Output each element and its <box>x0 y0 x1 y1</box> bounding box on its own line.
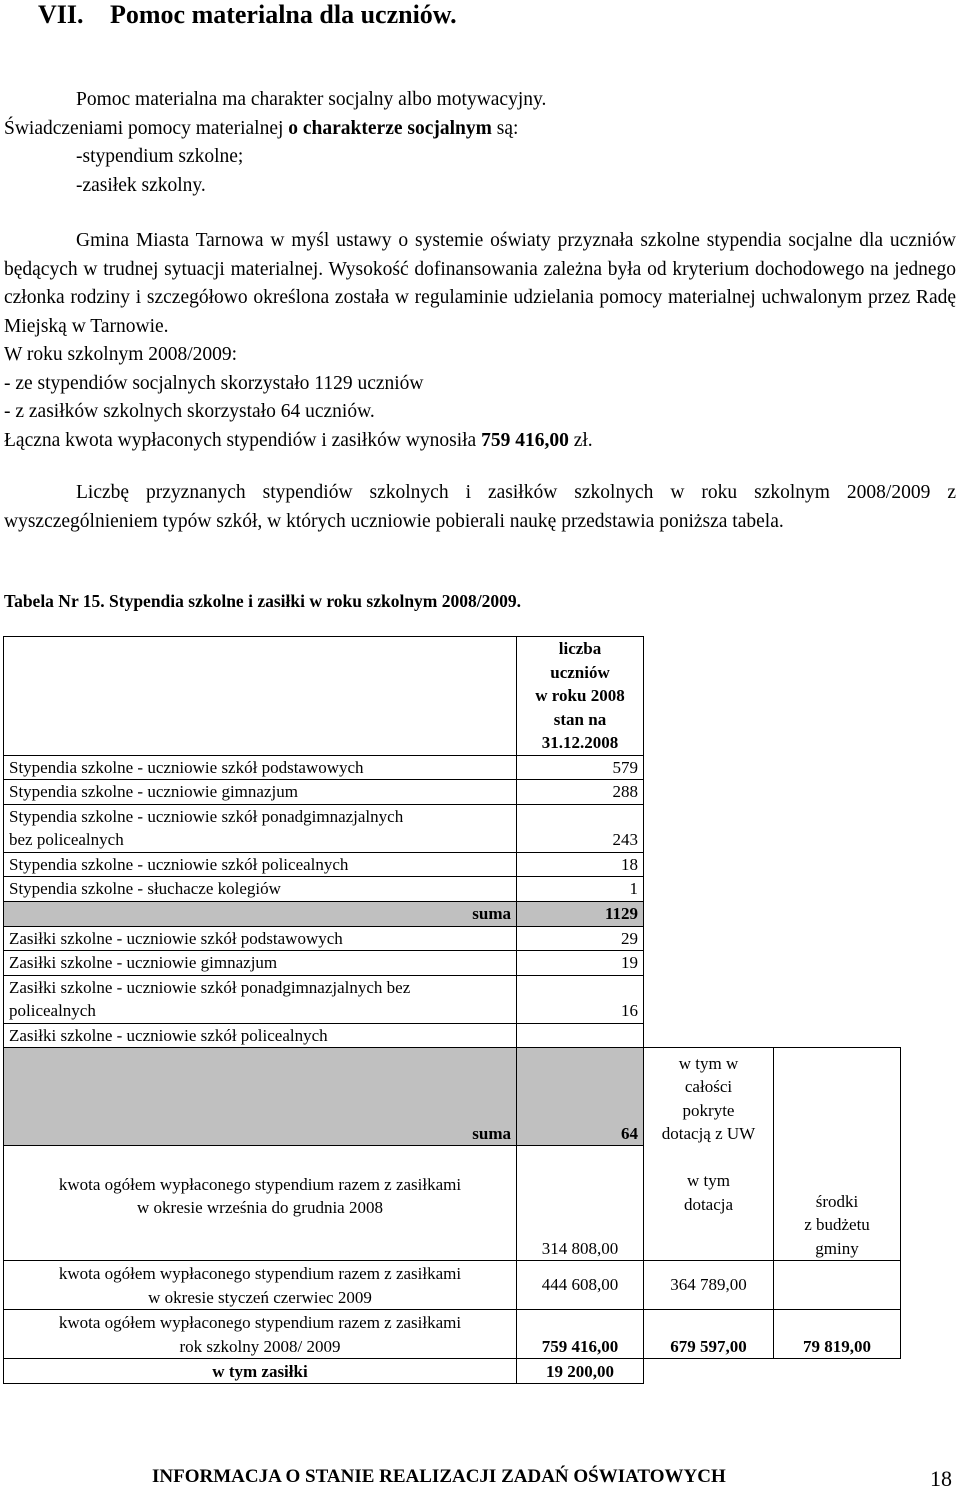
table-caption: Tabela Nr 15. Stypendia szkolne i zasiłki w roku szkolnym 2008/2009. <box>4 591 521 611</box>
table-row: Stypendia szkolne - uczniowie szkół ponadgimnazjalnych bez policealnych 243 <box>4 804 901 852</box>
total-amount-line: Łączna kwota wypłaconych stypendiów i zasiłków wynosiła 759 416,00 zł. <box>4 429 593 451</box>
sum-row: suma 1129 <box>4 901 901 926</box>
header-cell: liczba uczniów w roku 2008 stan na 31.12.2008 <box>517 637 644 756</box>
section-heading <box>38 0 457 30</box>
amount-row: w tym zasiłki 19 200,00 <box>4 1359 901 1384</box>
funding-text: Gmina Miasta Tarnowa w myśl ustawy o systemie oświaty przyznała szkolne stypendia socjalne dla uczniów będących w trudnej sytuacji materialnej. Wysokość dofinansowania zależna była od kryterium dochodowego na jednego członka rodziny i szczegółowo określona została w regulaminie udzielania pomocy materialnej uchwalonym przez Radę Miejską w Tarnowie. <box>4 230 956 337</box>
table-row: Stypendia szkolne - uczniowie szkół podstawowych 579 <box>4 755 901 780</box>
allowance-count-line: - z zasiłków szkolnych skorzystało 64 uczniów. <box>4 401 375 422</box>
amount-row: kwota ogółem wypłaconego stypendium razem z zasiłkami w okresie września do grudnia 2008 314 808,00 w tym dotacja środki z budżetu gminy <box>4 1146 901 1261</box>
page-number: 18 <box>930 1466 952 1491</box>
table-row: Stypendia szkolne - uczniowie gimnazjum 288 <box>4 780 901 805</box>
municipal-funds-header: środki z budżetu gminy <box>774 1146 901 1261</box>
funding-paragraph <box>4 227 956 455</box>
scholarship-count-line: - ze stypendiów socjalnych skorzystało 1129 uczniów <box>4 372 424 394</box>
intro-line: -zasiłek szkolny. <box>76 174 206 196</box>
amount-row: kwota ogółem wypłaconego stypendium razem z zasiłkami w okresie styczeń czerwiec 2009 444 608,00 364 789,00 <box>4 1261 901 1310</box>
school-year-line: W roku szkolnym 2008/2009: <box>4 344 238 365</box>
intro-line: Pomoc materialna ma charakter socjalny albo motywacyjny. <box>76 89 547 110</box>
table-row: Stypendia szkolne - uczniowie szkół policealnych 18 <box>4 852 901 877</box>
page-footer: INFORMACJA O STANIE REALIZACJI ZADAŃ OŚWIATOWYCH <box>152 1466 726 1487</box>
intro-bold: o charakterze socjalnym <box>288 117 492 139</box>
amount-row: kwota ogółem wypłaconego stypendium razem z zasiłkami rok szkolny 2008/ 2009 759 416,00 679 597,00 79 819,00 <box>4 1310 901 1359</box>
table-intro-text: Liczbę przyznanych stypendiów szkolnych i zasiłków szkolnych w roku szkolnym 2008/2009 z wyszczególnieniem typów szkół, w których uczniowie pobierali naukę przedstawia poniższa tabela. <box>4 482 956 532</box>
table-row: Zasiłki szkolne - uczniowie szkół podstawowych 29 <box>4 926 901 951</box>
intro-text: są: <box>491 117 519 139</box>
scholarship-table <box>3 636 901 1384</box>
intro-text: Świadczeniami pomocy materialnej <box>4 117 289 139</box>
table-header-row <box>4 637 901 756</box>
table-row: Zasiłki szkolne - uczniowie szkół ponadgimnazjalnych bez policealnych 16 <box>4 975 901 1023</box>
intro-paragraph <box>4 86 956 200</box>
section-title: Pomoc materialna dla uczniów. <box>110 0 457 29</box>
sum-row: suma 64 w tym w całości pokryte dotacją z UW <box>4 1048 901 1146</box>
table-row: Zasiłki szkolne - uczniowie gimnazjum 19 <box>4 951 901 976</box>
uw-subsidy-header: w tym w całości pokryte dotacją z UW <box>644 1048 774 1146</box>
section-number: VII. <box>38 0 84 29</box>
subsidy-header: w tym dotacja <box>644 1146 774 1261</box>
intro-line: -stypendium szkolne; <box>76 146 244 167</box>
table-row: Stypendia szkolne - słuchacze kolegiów 1 <box>4 877 901 902</box>
table-row: Zasiłki szkolne - uczniowie szkół policealnych <box>4 1023 901 1048</box>
table-intro-paragraph <box>4 479 956 536</box>
